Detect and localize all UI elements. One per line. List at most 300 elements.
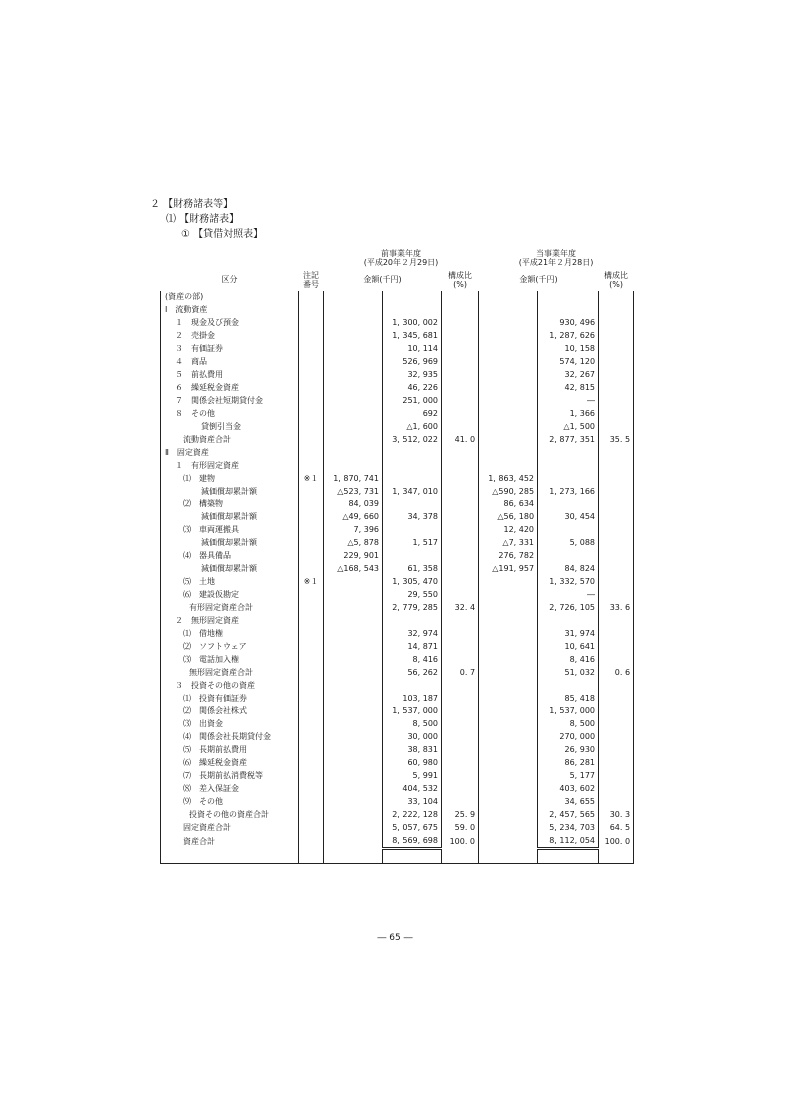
page-number: ― 65 ― [377, 933, 413, 943]
row-curr-sub-amount: 1, 863, 452 [479, 472, 538, 485]
row-curr-sub-amount [479, 834, 538, 848]
row-prev-sub-amount [324, 705, 383, 718]
row-curr-sub-amount [479, 809, 538, 822]
row-curr-amount [538, 291, 599, 304]
row-note [299, 446, 324, 459]
row-curr-sub-amount [479, 705, 538, 718]
row-note [299, 537, 324, 550]
table-row [161, 550, 634, 563]
row-note [299, 589, 324, 602]
row-note [299, 809, 324, 822]
row-curr-ratio [599, 485, 634, 498]
row-prev-sub-amount: 229, 901 [324, 550, 383, 563]
row-curr-sub-amount: △590, 285 [479, 485, 538, 498]
row-prev-ratio [442, 849, 479, 864]
row-note [299, 382, 324, 395]
row-curr-sub-amount [479, 653, 538, 666]
row-prev-sub-amount [324, 304, 383, 317]
row-prev-sub-amount: △49, 660 [324, 511, 383, 524]
row-curr-ratio [599, 705, 634, 718]
subsection-heading-balance-sheet: ① 【貸借対照表】 [181, 229, 264, 240]
row-curr-amount: △1, 500 [538, 420, 599, 433]
table-row [161, 834, 634, 848]
row-prev-amount: △1, 600 [383, 420, 442, 433]
row-curr-ratio: 30. 3 [599, 809, 634, 822]
row-curr-sub-amount [479, 614, 538, 627]
row-prev-sub-amount [324, 433, 383, 446]
row-curr-amount: 84, 824 [538, 563, 599, 576]
table-row [161, 563, 634, 576]
row-curr-sub-amount [479, 744, 538, 757]
row-prev-amount [383, 849, 442, 864]
row-note [299, 614, 324, 627]
row-curr-ratio [599, 718, 634, 731]
row-prev-ratio [442, 705, 479, 718]
table-row [161, 343, 634, 356]
row-label: Ⅱ 固定資産 [161, 446, 299, 459]
row-curr-amount [538, 304, 599, 317]
row-curr-amount [538, 849, 599, 864]
row-label: ⑶ 出資金 [161, 718, 299, 731]
row-curr-sub-amount [479, 395, 538, 408]
row-prev-amount [383, 679, 442, 692]
row-curr-amount: 10, 158 [538, 343, 599, 356]
row-curr-amount: 26, 930 [538, 744, 599, 757]
row-curr-ratio [599, 692, 634, 705]
row-curr-ratio [599, 783, 634, 796]
row-prev-ratio: 0. 7 [442, 666, 479, 679]
row-curr-sub-amount [479, 783, 538, 796]
row-note [299, 679, 324, 692]
row-prev-sub-amount [324, 576, 383, 589]
row-curr-ratio [599, 627, 634, 640]
table-row [161, 369, 634, 382]
row-prev-sub-amount [324, 317, 383, 330]
row-prev-ratio [442, 317, 479, 330]
row-note [299, 369, 324, 382]
row-prev-sub-amount [324, 731, 383, 744]
row-curr-amount [538, 472, 599, 485]
row-label: ８ その他 [161, 407, 299, 420]
row-note [299, 459, 324, 472]
table-row [161, 433, 634, 446]
row-prev-amount: 1, 300, 002 [383, 317, 442, 330]
row-prev-amount: 38, 831 [383, 744, 442, 757]
table-row [161, 407, 634, 420]
row-prev-sub-amount [324, 783, 383, 796]
row-prev-amount: 5, 057, 675 [383, 821, 442, 834]
header-ratio-curr: 構成比 (%) [604, 270, 629, 289]
row-curr-sub-amount [479, 317, 538, 330]
row-curr-amount: 1, 537, 000 [538, 705, 599, 718]
row-label: ⑶ 車両運搬具 [161, 524, 299, 537]
row-prev-sub-amount [324, 809, 383, 822]
row-label: 有形固定資産合計 [161, 602, 299, 615]
row-prev-amount: 1, 345, 681 [383, 330, 442, 343]
row-curr-sub-amount [479, 679, 538, 692]
row-curr-ratio: 64. 5 [599, 821, 634, 834]
row-label: 減価償却累計額 [161, 537, 299, 550]
row-prev-ratio [442, 446, 479, 459]
table-row [161, 640, 634, 653]
row-label: 流動資産合計 [161, 433, 299, 446]
row-note [299, 718, 324, 731]
row-curr-sub-amount [479, 770, 538, 783]
row-prev-ratio [442, 291, 479, 304]
row-prev-ratio [442, 679, 479, 692]
row-prev-amount [383, 524, 442, 537]
row-label: 減価償却累計額 [161, 485, 299, 498]
row-prev-amount: 29, 550 [383, 589, 442, 602]
row-note [299, 783, 324, 796]
row-prev-amount: 32, 974 [383, 627, 442, 640]
row-prev-ratio [442, 485, 479, 498]
row-note [299, 796, 324, 809]
row-prev-amount: 60, 980 [383, 757, 442, 770]
row-prev-sub-amount [324, 757, 383, 770]
row-prev-amount [383, 304, 442, 317]
row-note: ※１ [299, 472, 324, 485]
row-note [299, 770, 324, 783]
row-prev-sub-amount [324, 395, 383, 408]
row-prev-ratio [442, 614, 479, 627]
row-curr-sub-amount [479, 796, 538, 809]
row-label: ⑶ 電話加入権 [161, 653, 299, 666]
row-curr-sub-amount [479, 407, 538, 420]
row-label: 減価償却累計額 [161, 511, 299, 524]
row-curr-sub-amount: △7, 331 [479, 537, 538, 550]
table-row [161, 821, 634, 834]
row-curr-amount [538, 550, 599, 563]
row-note [299, 563, 324, 576]
table-row [161, 627, 634, 640]
row-prev-ratio [442, 640, 479, 653]
row-prev-amount: 14, 871 [383, 640, 442, 653]
row-prev-ratio [442, 576, 479, 589]
table-row [161, 731, 634, 744]
row-prev-ratio [442, 770, 479, 783]
row-prev-ratio [442, 407, 479, 420]
row-prev-ratio [442, 796, 479, 809]
row-note [299, 356, 324, 369]
row-prev-amount: 30, 000 [383, 731, 442, 744]
row-prev-amount: 8, 500 [383, 718, 442, 731]
row-curr-amount: 10, 641 [538, 640, 599, 653]
row-prev-amount: 2, 779, 285 [383, 602, 442, 615]
row-label: ⑵ 構築物 [161, 498, 299, 511]
row-prev-amount: 1, 347, 010 [383, 485, 442, 498]
row-prev-sub-amount: △523, 731 [324, 485, 383, 498]
row-prev-amount: 8, 569, 698 [383, 834, 442, 848]
row-prev-sub-amount [324, 770, 383, 783]
table-row [161, 395, 634, 408]
row-curr-sub-amount: △191, 957 [479, 563, 538, 576]
table-row [161, 666, 634, 679]
row-label: 貸倒引当金 [161, 420, 299, 433]
row-curr-sub-amount [479, 692, 538, 705]
row-note [299, 705, 324, 718]
row-note [299, 317, 324, 330]
row-note [299, 731, 324, 744]
row-prev-ratio: 32. 4 [442, 602, 479, 615]
row-prev-amount [383, 550, 442, 563]
row-curr-ratio [599, 330, 634, 343]
row-note [299, 640, 324, 653]
row-curr-sub-amount [479, 589, 538, 602]
row-prev-ratio: 25. 9 [442, 809, 479, 822]
table-row [161, 796, 634, 809]
row-curr-ratio [599, 744, 634, 757]
row-prev-ratio [442, 783, 479, 796]
row-prev-amount: 1, 305, 470 [383, 576, 442, 589]
row-label: 投資その他の資産合計 [161, 809, 299, 822]
row-curr-ratio [599, 356, 634, 369]
table-row [161, 459, 634, 472]
row-label: 減価償却累計額 [161, 563, 299, 576]
row-note [299, 653, 324, 666]
row-note [299, 524, 324, 537]
row-note [299, 744, 324, 757]
table-row [161, 692, 634, 705]
row-curr-sub-amount [479, 718, 538, 731]
row-curr-sub-amount: 12, 420 [479, 524, 538, 537]
row-curr-sub-amount [479, 446, 538, 459]
row-curr-ratio: 35. 5 [599, 433, 634, 446]
row-curr-amount: 2, 726, 105 [538, 602, 599, 615]
row-prev-amount: 3, 512, 022 [383, 433, 442, 446]
row-curr-ratio [599, 757, 634, 770]
row-curr-ratio [599, 849, 634, 864]
row-curr-amount: 51, 032 [538, 666, 599, 679]
row-prev-sub-amount [324, 627, 383, 640]
row-curr-ratio [599, 653, 634, 666]
header-note: 注記 番号 [303, 270, 319, 289]
row-curr-ratio [599, 640, 634, 653]
subsection-heading-statements: ⑴ 【財務諸表】 [166, 214, 240, 225]
row-curr-sub-amount [479, 304, 538, 317]
row-curr-ratio [599, 304, 634, 317]
row-curr-sub-amount [479, 666, 538, 679]
row-curr-ratio [599, 563, 634, 576]
row-curr-amount: 270, 000 [538, 731, 599, 744]
table-row [161, 602, 634, 615]
header-amount-curr: 金額(千円) [519, 275, 558, 285]
table-row [161, 783, 634, 796]
row-prev-sub-amount [324, 420, 383, 433]
row-prev-ratio [442, 653, 479, 666]
row-curr-sub-amount: △56, 180 [479, 511, 538, 524]
row-label: １ 現金及び預金 [161, 317, 299, 330]
row-label: ⑵ ソフトウェア [161, 640, 299, 653]
row-curr-ratio [599, 796, 634, 809]
header-amount-prev: 金額(千円) [363, 275, 402, 285]
row-curr-amount [538, 459, 599, 472]
row-label: ⑵ 関係会社株式 [161, 705, 299, 718]
row-label: (資産の部) [161, 291, 299, 304]
row-prev-sub-amount [324, 356, 383, 369]
row-label: ⑴ 投資有価証券 [161, 692, 299, 705]
row-prev-ratio [442, 343, 479, 356]
curr-period-date: (平成21年２月28日) [518, 258, 594, 267]
header-blank-category [161, 247, 299, 269]
row-label: ⑸ 長期前払費用 [161, 744, 299, 757]
table-row [161, 614, 634, 627]
row-curr-amount: 930, 496 [538, 317, 599, 330]
row-label: 資産合計 [161, 834, 299, 848]
row-prev-amount [383, 472, 442, 485]
row-curr-amount: 5, 234, 703 [538, 821, 599, 834]
header-category: 区分 [221, 275, 238, 285]
table-row [161, 356, 634, 369]
table-row [161, 485, 634, 498]
table-row [161, 705, 634, 718]
header-curr-period [479, 247, 634, 269]
row-curr-ratio [599, 343, 634, 356]
row-prev-amount [383, 446, 442, 459]
row-curr-ratio: 100. 0 [599, 834, 634, 848]
row-prev-sub-amount [324, 407, 383, 420]
row-curr-ratio [599, 550, 634, 563]
row-prev-ratio: 100. 0 [442, 834, 479, 848]
row-label: ２ 無形固定資産 [161, 614, 299, 627]
row-prev-ratio [442, 589, 479, 602]
row-curr-sub-amount [479, 420, 538, 433]
row-label: ３ 有価証券 [161, 343, 299, 356]
row-note: ※１ [299, 576, 324, 589]
row-curr-ratio [599, 589, 634, 602]
row-prev-sub-amount [324, 834, 383, 848]
row-prev-ratio [442, 511, 479, 524]
row-prev-sub-amount [324, 446, 383, 459]
row-prev-ratio [442, 550, 479, 563]
row-prev-sub-amount [324, 382, 383, 395]
row-prev-amount: 56, 262 [383, 666, 442, 679]
row-note [299, 821, 324, 834]
row-prev-amount [383, 498, 442, 511]
row-curr-ratio [599, 524, 634, 537]
table-row [161, 498, 634, 511]
row-curr-amount [538, 446, 599, 459]
table-row [161, 330, 634, 343]
row-prev-amount: 61, 358 [383, 563, 442, 576]
row-prev-ratio [442, 757, 479, 770]
row-note [299, 757, 324, 770]
row-curr-sub-amount [479, 291, 538, 304]
table-row [161, 317, 634, 330]
row-curr-amount: 2, 457, 565 [538, 809, 599, 822]
row-curr-sub-amount [479, 849, 538, 864]
row-curr-amount: 5, 088 [538, 537, 599, 550]
row-curr-ratio [599, 614, 634, 627]
row-prev-amount: 10, 114 [383, 343, 442, 356]
row-note [299, 834, 324, 848]
row-prev-ratio [442, 718, 479, 731]
row-note [299, 849, 324, 864]
row-label: ⑴ 建物 [161, 472, 299, 485]
row-prev-sub-amount: 1, 870, 741 [324, 472, 383, 485]
table-row [161, 472, 634, 485]
row-prev-sub-amount [324, 692, 383, 705]
row-note [299, 304, 324, 317]
row-curr-ratio [599, 317, 634, 330]
row-prev-amount: 34, 378 [383, 511, 442, 524]
row-curr-sub-amount [479, 433, 538, 446]
table-row [161, 757, 634, 770]
row-curr-sub-amount [479, 602, 538, 615]
row-curr-ratio [599, 679, 634, 692]
row-curr-amount [538, 498, 599, 511]
row-note [299, 498, 324, 511]
row-note [299, 291, 324, 304]
row-label: 無形固定資産合計 [161, 666, 299, 679]
row-note [299, 420, 324, 433]
row-curr-sub-amount [479, 382, 538, 395]
row-note [299, 395, 324, 408]
row-curr-sub-amount [479, 731, 538, 744]
row-prev-amount: 46, 226 [383, 382, 442, 395]
row-prev-ratio [442, 731, 479, 744]
row-label: ⑼ その他 [161, 796, 299, 809]
table-row [161, 770, 634, 783]
row-prev-ratio [442, 692, 479, 705]
row-prev-amount: 692 [383, 407, 442, 420]
table-row [161, 537, 634, 550]
row-curr-ratio [599, 511, 634, 524]
row-prev-sub-amount [324, 796, 383, 809]
row-curr-amount: 8, 112, 054 [538, 834, 599, 848]
row-prev-ratio [442, 382, 479, 395]
row-curr-amount: ― [538, 589, 599, 602]
row-curr-ratio [599, 731, 634, 744]
row-prev-sub-amount [324, 602, 383, 615]
row-curr-sub-amount [479, 356, 538, 369]
row-curr-ratio [599, 576, 634, 589]
header-blank-note [299, 247, 324, 269]
row-curr-amount: 1, 332, 570 [538, 576, 599, 589]
row-label: Ⅰ 流動資産 [161, 304, 299, 317]
row-curr-amount [538, 614, 599, 627]
row-prev-sub-amount: △168, 543 [324, 563, 383, 576]
prev-period-date: (平成20年２月29日) [363, 258, 439, 267]
row-prev-ratio [442, 459, 479, 472]
row-prev-sub-amount [324, 821, 383, 834]
row-prev-ratio [442, 524, 479, 537]
row-prev-ratio: 41. 0 [442, 433, 479, 446]
row-note [299, 407, 324, 420]
table-row [161, 679, 634, 692]
row-curr-amount: 2, 877, 351 [538, 433, 599, 446]
table-row [161, 291, 634, 304]
table-row [161, 382, 634, 395]
table-row [161, 420, 634, 433]
row-curr-ratio [599, 472, 634, 485]
row-curr-ratio [599, 395, 634, 408]
row-note [299, 692, 324, 705]
row-curr-ratio [599, 382, 634, 395]
row-prev-ratio [442, 563, 479, 576]
row-curr-amount: 1, 366 [538, 407, 599, 420]
row-prev-ratio [442, 744, 479, 757]
row-curr-ratio [599, 420, 634, 433]
prev-period-label: 前事業年度 [381, 248, 422, 258]
row-curr-sub-amount [479, 627, 538, 640]
row-prev-amount: 251, 000 [383, 395, 442, 408]
row-prev-ratio [442, 356, 479, 369]
row-prev-amount: 5, 991 [383, 770, 442, 783]
row-label: ⑹ 建設仮勘定 [161, 589, 299, 602]
row-label: ⑴ 借地権 [161, 627, 299, 640]
row-curr-amount: 5, 177 [538, 770, 599, 783]
